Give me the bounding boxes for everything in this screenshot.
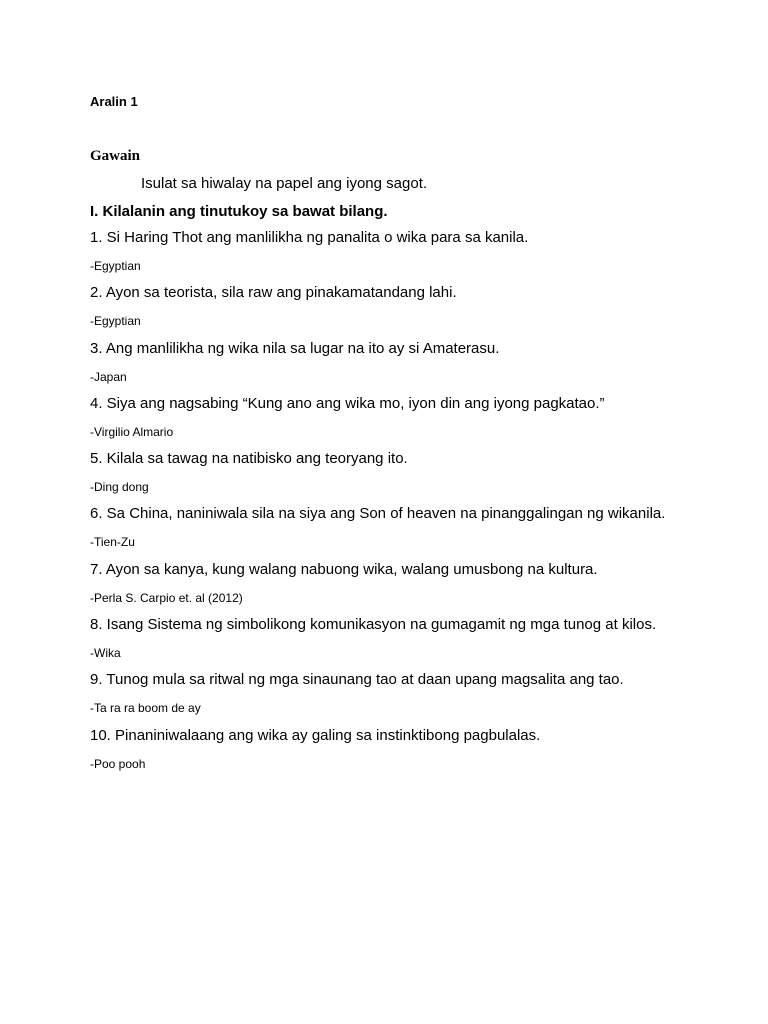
instruction-text: Isulat sa hiwalay na papel ang iyong sagot. [141,175,428,192]
list-item [90,671,730,726]
answer-text: -Perla S. Carpio et. al (2012) [90,590,243,605]
list-item [90,616,730,671]
answer-text: -Japan [90,369,127,384]
question-text: 4. Siya ang nagsabing “Kung ano ang wika mo, iyon din ang iyong pagkatao.” [90,394,605,412]
question-text: 2. Ayon sa teorista, sila raw ang pinakamatandang lahi. [90,284,457,302]
answer-text: -Virgilio Almario [90,424,174,439]
question-text: 3. Ang manlilikha ng wika nila sa lugar na ito ay si Amaterasu. [90,339,500,357]
question-text: 6. Sa China, naniniwala sila na siya ang Son of heaven na pinanggalingan ng wikanila. [90,505,666,523]
list-item [90,340,730,395]
answer-text: -Poo pooh [90,756,146,771]
question-text: 5. Kilala sa tawag na natibisko ang teoryang ito. [90,450,408,468]
question-text: 7. Ayon sa kanya, kung walang nabuong wika, walang umusbong na kultura. [90,560,598,578]
answer-text: -Egyptian [90,259,141,273]
answer-text: -Tien-Zu [90,535,135,550]
list-item [90,561,730,616]
question-text: 9. Tunog mula sa ritwal ng mga sinaunang tao at daan upang magsalita ang tao. [90,671,624,689]
answer-text: -Ding dong [90,480,149,495]
question-list [90,229,730,782]
lesson-title: Aralin 1 [90,94,138,109]
section-heading: Gawain [90,148,141,164]
list-item [90,727,730,782]
question-text: 10. Pinaniniwalaang ang wika ay galing sa instinktibong pagbulalas. [90,726,541,744]
answer-text: -Ta ra ra boom de ay [90,701,201,716]
list-item [90,395,730,450]
part-heading: I. Kilalanin ang tinutukoy sa bawat bilang. [90,203,388,220]
question-text: 8. Isang Sistema ng simbolikong komunikasyon na gumagamit ng mga tunog at kilos. [90,616,657,634]
list-item [90,450,730,505]
list-item [90,284,730,339]
list-item [90,505,730,560]
answer-text: -Egyptian [90,314,141,329]
list-item [90,229,730,284]
question-text: 1. Si Haring Thot ang manlilikha ng panalita o wika para sa kanila. [90,229,529,246]
answer-text: -Wika [90,646,121,661]
